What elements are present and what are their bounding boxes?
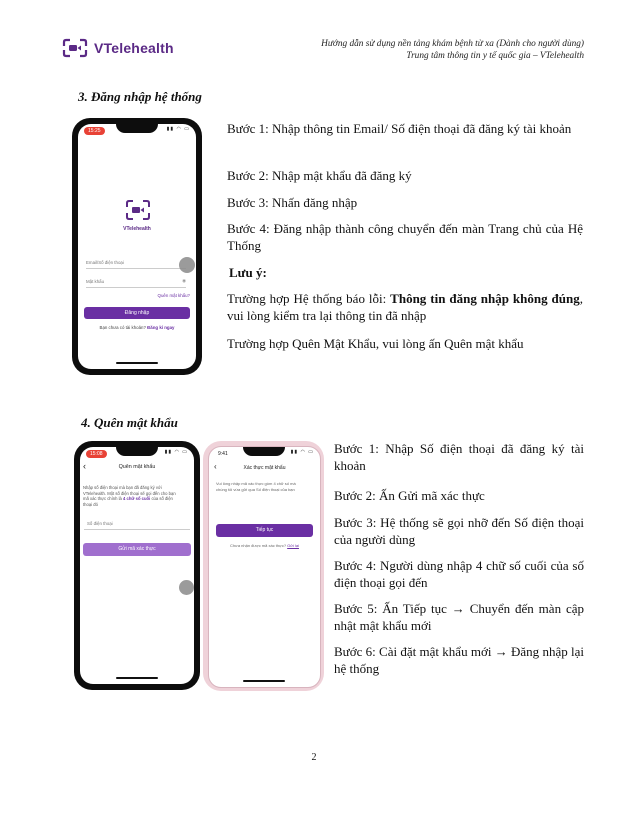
resend-link[interactable]: Gửi lại [287,543,299,548]
phone-number-field[interactable] [84,519,190,530]
phone-number-placeholder: Số điện thoại [87,521,113,526]
password-field[interactable] [86,277,186,288]
register-link[interactable]: Đăng kí ngay [147,325,175,330]
forgot-step-5: Bước 5: Ấn Tiếp tục → Chuyển đến màn cập nhật mật khẩu mới [334,601,584,633]
status-time: 15:08 [86,450,107,458]
resend-line [209,543,320,548]
password-placeholder: Mật khẩu [86,279,105,284]
assistive-touch-button[interactable] [179,257,195,273]
desc-line-2: chúng tôi vừa gửi qua Số điện thoại của bạn [216,486,295,492]
verify-screen [208,446,321,688]
note-title: Lưu ý: [229,265,267,280]
desc-line-3-bold: 4 chữ số cuối [123,496,151,502]
status-time: 9:41 [218,451,228,457]
status-icons: ▮▮ ◠ ▭ [164,449,188,455]
phone-notch [243,447,285,456]
brand-name: VTelehealth [94,40,174,56]
forgot-step-4: Bước 4: Người dùng nhập 4 chữ số cuối của số điện thoại gọi đến [334,558,584,590]
back-icon[interactable]: ‹ [83,461,86,471]
no-account-text: Bạn chưa có tài khoản? [99,325,146,330]
send-code-button[interactable]: Gửi mã xác thực [83,543,191,556]
forgot-step-2: Bước 2: Ấn Gửi mã xác thực [334,488,485,503]
status-time: 15:25 [84,127,105,135]
login-phone-mockup [72,118,202,375]
verify-description [216,481,316,492]
status-icons: ▮▮ ◠ ▭ [166,126,190,132]
verify-phone-mockup [203,441,324,691]
desc-line-1: Nhập số điện thoại mà bạn đã đăng ký với [83,485,162,490]
login-screen [78,124,196,369]
login-step-3: Bước 3: Nhấn đăng nhập [227,195,358,210]
desc-line-1: Vui lòng nhập mã xác thực gồm 4 chữ số mà [216,481,296,486]
back-icon[interactable]: ‹ [214,462,217,471]
forgot-step-3: Bước 3: Hệ thống sẽ gọi nhỡ đến Số điện thoại của người dùng [334,515,584,547]
note-error [227,290,583,324]
page-number: 2 [311,752,317,763]
note-forgot: Trường hợp Quên Mật Khẩu, vui lòng ấn Quên mật khẩu [227,336,524,351]
home-indicator [116,362,158,364]
desc-line-4: thoại đó [83,501,98,507]
login-step-2: Bước 2: Nhập mật khẩu đã đăng ký [227,168,412,183]
vtelehealth-logo-icon [62,38,88,58]
note-error-prefix: Trường hợp Hệ thống báo lỗi: [227,291,391,306]
login-button[interactable]: Đăng nhập [84,307,190,319]
continue-button[interactable]: Tiếp tục [216,524,313,537]
login-step-1: Bước 1: Nhập thông tin Email/ Số điện thoại đã đăng ký tài khoản [227,121,572,136]
desc-line-3-post: của số điện [150,496,173,502]
doc-title: Hướng dẫn sử dụng nền tảng khám bệnh từ xa (Dành cho người dùng) [321,39,584,49]
forgot-step-1: Bước 1: Nhập Số điện thoại đã đăng ký tài khoản [334,441,584,473]
phone-notch [116,124,158,133]
forgot-phone-mockup [74,441,200,690]
home-indicator [116,677,158,679]
phone-notch [116,447,158,456]
forgot-step-6: Bước 6: Cài đặt mật khẩu mới → Đăng nhập lại hệ thống [334,644,584,676]
assistive-touch-button[interactable] [179,580,194,595]
doc-org: Trung tâm thông tin y tế quốc gia – VTelehealth [406,51,584,61]
brand-logo [62,38,174,58]
desc-line-3-pre: mã xác thực chính là [83,496,124,502]
email-placeholder: Email/Số điện thoại [86,260,124,265]
vtelehealth-app-icon [125,199,151,221]
register-line [78,325,196,330]
section-3-title: 3. Đăng nhập hệ thống [78,89,202,104]
home-indicator [243,680,285,682]
email-field[interactable] [86,258,186,269]
screen-title: Xác thực mật khẩu [243,465,286,471]
forgot-description [83,485,193,507]
desc-line-2: VTelehealth. Một số điện thoại sẽ gọi đến cho bạn [83,490,176,496]
note-error-suffix: , vui lòng kiểm tra lại thông tin đã nhập [227,291,583,323]
status-icons: ▮▮ ◠ ▭ [290,449,314,455]
screen-title: Quên mật khẩu [118,464,156,470]
forgot-password-link[interactable]: Quên mật khẩu? [157,293,190,298]
no-code-text: Chưa nhận được mã xác thực? [230,543,287,548]
section-4-title: 4. Quên mật khẩu [81,415,178,430]
login-step-4: Bước 4: Đăng nhập thành công chuyển đến màn Trang chủ của Hệ Thống [227,221,583,253]
eye-icon[interactable]: ◉ [182,278,186,283]
note-error-bold: Thông tin đăng nhập không đúng [390,291,580,306]
app-brand-name: VTelehealth [123,226,151,232]
forgot-screen [80,447,194,684]
